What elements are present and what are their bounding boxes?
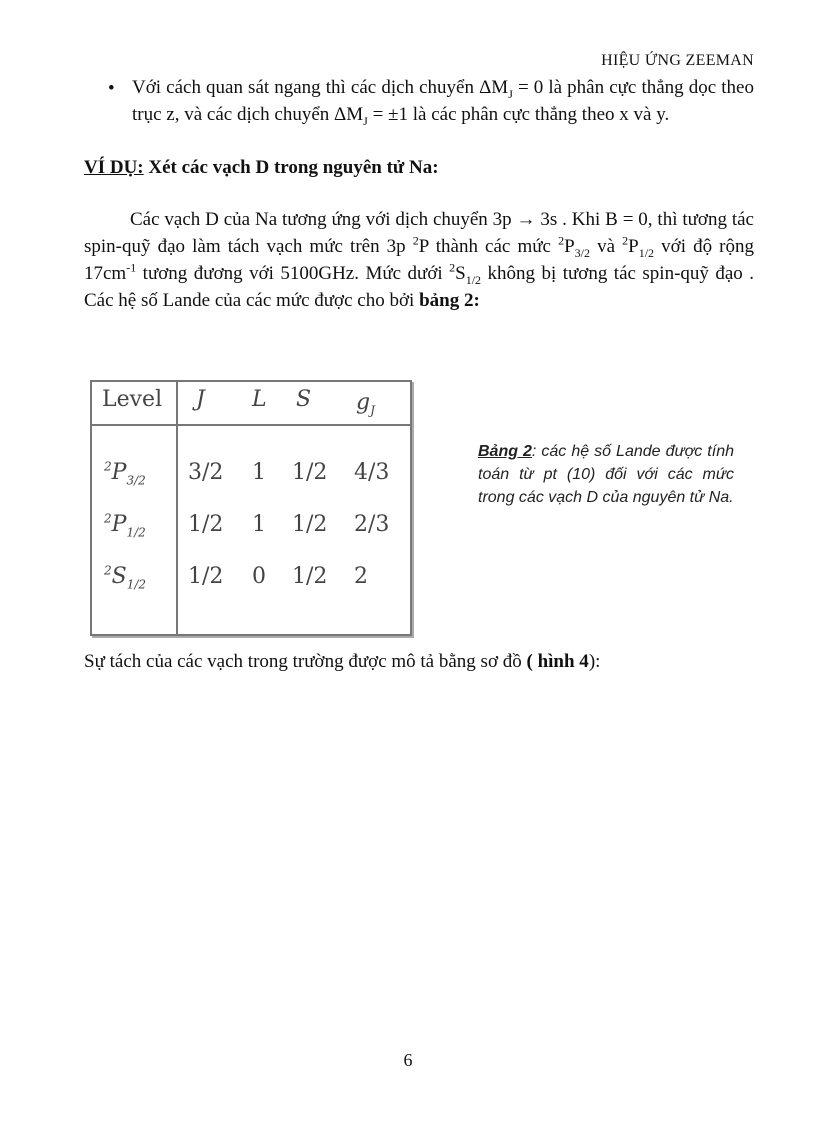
row2-level: $^2P_{1/2}$	[104, 511, 146, 540]
example-heading: VÍ DỤ: Xét các vạch D trong nguyên tử Na:	[84, 157, 439, 178]
table-caption: Bảng 2: các hệ số Lande được tính toán từ pt (10) đối với các mức trong các vạch D của nguyên tử Na.	[478, 443, 734, 506]
lande-table	[90, 380, 412, 636]
running-header: HIỆU ỨNG ZEEMAN	[601, 52, 754, 69]
row3-j: 1/2	[188, 564, 224, 589]
table-divider-horizontal	[92, 424, 410, 426]
row3-level: $^2S_{1/2}$	[104, 563, 147, 592]
row2-s: 1/2	[292, 512, 328, 537]
row1-j: 3/2	[188, 460, 224, 485]
header-j: J	[196, 387, 205, 412]
row1-level: $^2P_{3/2}$	[104, 459, 146, 488]
header-g: $g_J$	[356, 390, 375, 418]
row2-l: 1	[252, 512, 266, 537]
row2-j: 1/2	[188, 512, 224, 537]
row3-s: 1/2	[292, 564, 328, 589]
header-l: L	[252, 387, 267, 412]
bullet-paragraph: Với cách quan sát ngang thì các dịch chuyển $\Delta M_J = 0$ là phân cực thẳng dọc theo trục z, và các dịch chuyển $\Delta M_J = \pm 1$ là các phân cực thẳng theo x và y.	[132, 77, 754, 128]
row1-l: 1	[252, 460, 266, 485]
header-level: Level	[102, 387, 163, 412]
table-divider-vertical	[176, 382, 178, 634]
row3-l: 0	[252, 564, 266, 589]
page-number: 6	[403, 1050, 413, 1070]
body-paragraph: Các vạch D của Na tương ứng với dịch chuyển 3p → 3s . Khi B = 0, thì tương tác spin-quỹ đạo làm tách vạch mức trên 3p $^2$P thành các mức $^2P_{3/2}$ và $^2P_{1/2}$ với độ rộng $17cm^{-1}$ tương đương với 5100GHz. Mức dưới $^2S_{1/2}$ không bị tương tác spin-quỹ đạo . Các hệ số Lande của các mức được cho bởi bảng 2:	[84, 209, 755, 311]
row1-g: 4/3	[354, 460, 390, 485]
figure-intro-paragraph: Sự tách của các vạch trong trường được mô tả bằng sơ đồ ( hình 4):	[84, 651, 601, 672]
bullet-marker: •	[108, 78, 115, 99]
row1-s: 1/2	[292, 460, 328, 485]
row2-g: 2/3	[354, 512, 390, 537]
header-s: S	[296, 387, 312, 412]
row3-g: 2	[354, 564, 368, 589]
